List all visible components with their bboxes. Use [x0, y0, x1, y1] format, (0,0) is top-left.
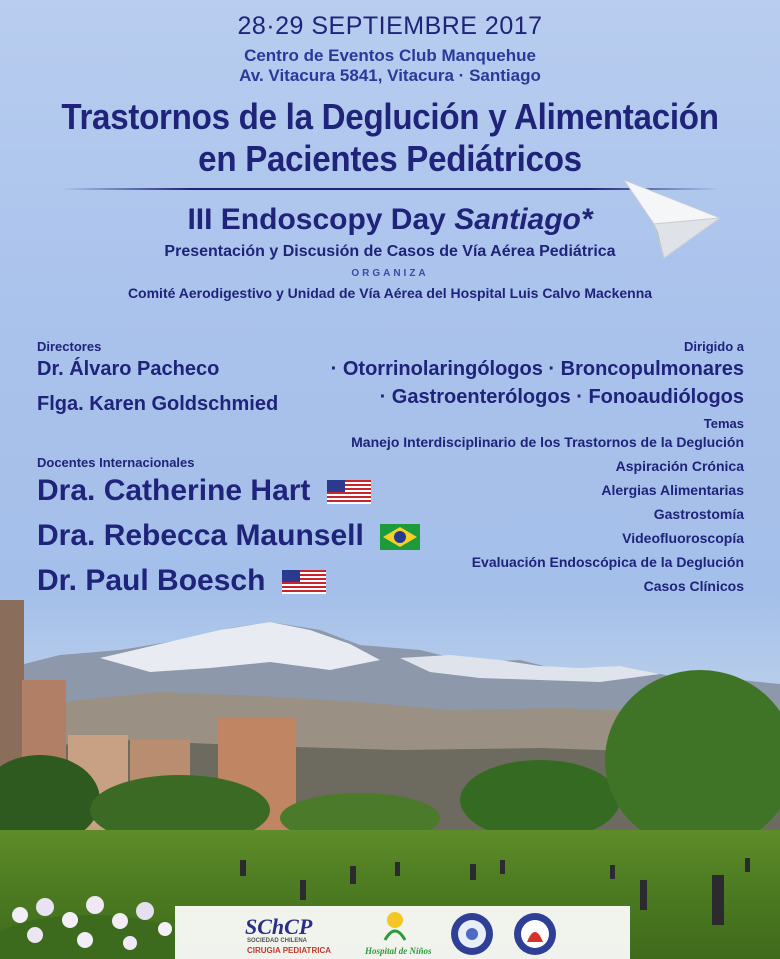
schcp-sub1: SOCIEDAD CHILENA — [247, 938, 308, 944]
venue-address: Av. Vitacura 5841, Vitacura · Santiago — [239, 66, 541, 85]
directors-heading: Directores — [37, 339, 102, 354]
topic-item: Gastrostomía — [653, 506, 744, 522]
topic-item: Alergias Alimentarias — [601, 482, 744, 498]
pediatric-society-seal-icon — [513, 912, 557, 956]
subtitle-city: Santiago* — [454, 203, 593, 236]
topic-item: Aspiración Crónica — [615, 458, 744, 474]
director-name: Dr. Álvaro Pacheco — [37, 358, 220, 380]
topic-item: Evaluación Endoscópica de la Deglución — [471, 554, 744, 570]
event-title — [31, 96, 749, 180]
event-description: Presentación y Discusión de Casos de Vía Aérea Pediátrica — [164, 243, 616, 260]
speaker-name: Dr. Paul Boesch — [37, 564, 266, 597]
audience-line: · Otorrinolaringólogos · Broncopulmonares — [330, 358, 744, 380]
event-venue — [0, 46, 780, 86]
topic-item: Manejo Interdisciplinario de los Trastornos de la Deglución — [351, 434, 744, 450]
schcp-logo: SChCP — [245, 914, 313, 939]
title-line-2: en Pacientes Pediátricos — [198, 138, 582, 179]
international-heading: Docentes Internacionales — [37, 455, 195, 470]
speaker-name: Dra. Catherine Hart — [37, 474, 311, 507]
speaker-name: Dra. Rebecca Maunsell — [37, 519, 364, 552]
venue-name: Centro de Eventos Club Manquehue — [244, 46, 536, 65]
topics-heading: Temas — [703, 416, 744, 431]
society-seal-icon — [450, 912, 494, 956]
hospital-logo-icon — [375, 910, 415, 942]
topic-item: Casos Clínicos — [643, 578, 744, 594]
subtitle-main: III Endoscopy Day — [187, 203, 446, 236]
organizer-name: Comité Aerodigestivo y Unidad de Vía Aérea del Hospital Luis Calvo Mackenna — [127, 285, 653, 301]
schcp-sub2: CIRUGIA PEDIATRICA — [247, 946, 331, 955]
international-speaker — [37, 474, 371, 508]
mountain-city-scene — [0, 600, 780, 840]
topic-item: Videofluoroscopía — [622, 530, 744, 546]
event-dates: 28·29 SEPTIEMBRE 2017 — [237, 12, 543, 40]
audience-heading: Dirigido a — [684, 339, 744, 354]
hospital-logo-text: Hospital de Niños — [365, 946, 432, 956]
director-name: Flga. Karen Goldschmied — [37, 393, 279, 415]
sponsor-logos — [175, 906, 630, 959]
event-subtitle — [0, 203, 780, 237]
organiza-label: ORGANIZA — [351, 268, 429, 279]
international-speaker — [37, 519, 420, 553]
brazil-flag-icon — [380, 524, 420, 550]
title-divider — [60, 188, 720, 190]
usa-flag-icon — [327, 480, 371, 504]
international-speaker — [37, 564, 326, 598]
audience-line: · Gastroenterólogos · Fonoaudiólogos — [379, 386, 744, 408]
usa-flag-icon — [282, 570, 326, 594]
title-line-1: Trastornos de la Deglución y Alimentación — [61, 96, 719, 137]
